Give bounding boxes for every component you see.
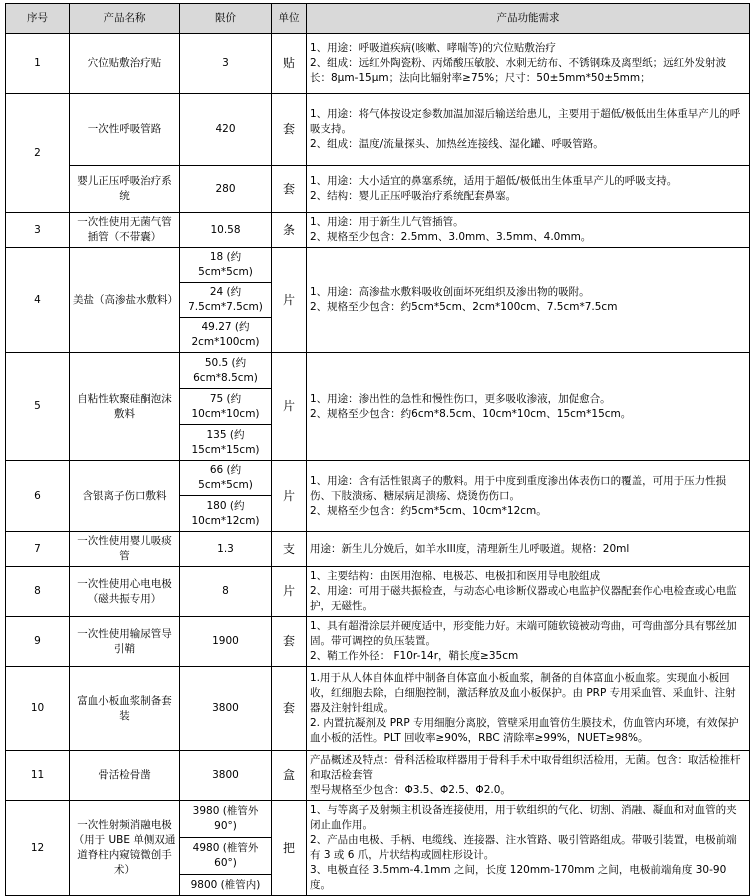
row-price: 3 bbox=[180, 34, 272, 94]
requirement-line: 3、电极直径 3.5mm-4.1mm 之间，长度 120mm-170mm 之间，电极前端角度 30-90 度。 bbox=[310, 864, 727, 891]
row-requirement bbox=[307, 801, 750, 896]
row-price: 18 (约5cm*5cm) bbox=[180, 248, 272, 283]
row-price: 3800 bbox=[180, 751, 272, 801]
row-requirement bbox=[307, 461, 750, 532]
row-requirement bbox=[307, 166, 750, 213]
row-price: 4980 (椎管外 60°) bbox=[180, 838, 272, 875]
row-unit: 套 bbox=[272, 94, 307, 166]
requirement-line: 1、用途：渗出性的急性和慢性伤口，更多吸收渗液，加促愈合。 bbox=[310, 392, 611, 405]
requirement-line: 1、用途：呼吸道疾病(咳嗽、哮喘等)的穴位贴敷治疗 bbox=[310, 42, 556, 54]
row-price: 135 (约15cm*15cm) bbox=[180, 425, 272, 461]
row-no: 1 bbox=[6, 34, 70, 94]
row-price: 180 (约10cm*12cm) bbox=[180, 496, 272, 532]
row-requirement bbox=[307, 667, 750, 751]
row-no: 9 bbox=[6, 617, 70, 667]
table-row bbox=[6, 353, 750, 389]
row-requirement bbox=[307, 751, 750, 801]
table-row bbox=[6, 801, 750, 838]
row-unit: 盒 bbox=[272, 751, 307, 801]
table-row bbox=[6, 461, 750, 496]
requirement-line: 1、用途：含有活性银离子的敷料。用于中度到重度渗出体表伤口的覆盖，可用于压力性损伤、下肢溃疡、糖尿病足溃疡、烧烫伤伤口。 bbox=[310, 474, 727, 502]
table-row bbox=[6, 166, 750, 213]
table-row bbox=[6, 34, 750, 94]
row-name: 一次性射频消融电极（用于 UBE 单侧双通道脊柱内窥镜微创手术） bbox=[70, 801, 180, 896]
requirement-line: 型号规格至少包含：Φ3.5、Φ2.5、Φ2.0。 bbox=[310, 784, 511, 796]
row-no: 10 bbox=[6, 667, 70, 751]
header-price: 限价 bbox=[180, 4, 272, 34]
row-price: 75 (约10cm*10cm) bbox=[180, 389, 272, 425]
requirement-line: 1、用途：用于新生儿气管插管。 bbox=[310, 216, 464, 228]
requirement-line: 1.用于从人体自体血样中制备自体富血小板血浆，制备的自体富血小板血浆。实现血小板回收，红细胞去除，白细胞控制，激活释放及血小板保护。由 PRP 专用采血管、采血针、注射器及注射针组成。 bbox=[310, 672, 736, 714]
row-no: 11 bbox=[6, 751, 70, 801]
requirement-line: 2、产品由电极、手柄、电缆线、连接器、注水管路、吸引管路组成。带吸引装置，电极前端有 3 或 6 爪，片状结构或圆柱形设计。 bbox=[310, 834, 737, 861]
row-requirement bbox=[307, 567, 750, 617]
row-unit: 片 bbox=[272, 461, 307, 532]
row-price: 8 bbox=[180, 567, 272, 617]
row-no: 8 bbox=[6, 567, 70, 617]
table-row bbox=[6, 532, 750, 567]
row-no: 6 bbox=[6, 461, 70, 532]
requirement-line: 1、具有超滑涂层并硬度适中，形变能力好。末端可随软镜被动弯曲，可弯曲部分具有鄂丝加固。带可调控的负压装置。 bbox=[310, 620, 737, 647]
row-unit: 把 bbox=[272, 801, 307, 896]
requirement-line: 1、与等离子及射频主机设备连接使用，用于软组织的气化、切割、消融、凝血和对血管的夹闭止血作用。 bbox=[310, 804, 737, 831]
row-name: 一次性使用心电电极（磁共振专用） bbox=[70, 567, 180, 617]
row-name: 一次性使用输尿管导引鞘 bbox=[70, 617, 180, 667]
requirement-line: 2、规格至少包含：约5cm*5cm、2cm*100cm、7.5cm*7.5cm bbox=[310, 301, 618, 313]
row-price: 10.58 bbox=[180, 213, 272, 248]
row-requirement bbox=[307, 353, 750, 461]
row-requirement bbox=[307, 248, 750, 353]
row-name: 一次性使用婴儿吸痰管 bbox=[70, 532, 180, 567]
row-requirement bbox=[307, 213, 750, 248]
table-row bbox=[6, 213, 750, 248]
table-row bbox=[6, 248, 750, 283]
requirement-line: 2、组成：温度/流量探头、加热丝连接线、湿化罐、呼吸管路。 bbox=[310, 138, 604, 150]
row-requirement bbox=[307, 34, 750, 94]
requirement-line: 2、规格至少包含：2.5mm、3.0mm、3.5mm、4.0mm。 bbox=[310, 231, 592, 243]
requirement-line: 2、用途：可用于磁共振检查，与动态心电诊断仪器或心电监护仪器配套作心电检查或心电监护，无磁性。 bbox=[310, 585, 737, 612]
table-row bbox=[6, 751, 750, 801]
requirement-line: 产品概述及特点：骨科活检取样器用于骨科手术中取骨组织活检用，无菌。包含：取活检推杆和取活检套管 bbox=[310, 754, 741, 781]
requirement-line: 2、结构：婴儿正压呼吸治疗系统配套鼻塞。 bbox=[310, 190, 517, 202]
table-row bbox=[6, 94, 750, 166]
requirement-line: 2. 内置抗凝剂及 PRP 专用细胞分离胶，管壁采用血管仿生膜技术，仿血管内环境，有效保护血小板的活性。PLT 回收率≥90%，RBC 清除率≥99%，NUET≥98%。 bbox=[310, 717, 739, 744]
requirement-line: 2、鞘工作外径： F10r-14r，鞘长度≥35cm bbox=[310, 650, 519, 662]
row-price: 1900 bbox=[180, 617, 272, 667]
row-no: 3 bbox=[6, 213, 70, 248]
row-no: 12 bbox=[6, 801, 70, 896]
table-row bbox=[6, 667, 750, 751]
row-name: 骨活检骨凿 bbox=[70, 751, 180, 801]
row-name: 婴儿正压呼吸治疗系统 bbox=[70, 166, 180, 213]
row-name: 美盐（高渗盐水敷料） bbox=[70, 248, 180, 353]
row-price: 66 (约5cm*5cm) bbox=[180, 461, 272, 496]
row-price: 9800 (椎管内) bbox=[180, 875, 272, 896]
row-requirement bbox=[307, 94, 750, 166]
row-requirement bbox=[307, 617, 750, 667]
requirement-line: 2、组成：远红外陶瓷粉、丙烯酸压敏胶、水刺无纺布、不锈钢珠及离型纸；远红外发射波长：8μm-15μm；法向比辐射率≥75%；尺寸：50±5mm*50±5mm； bbox=[310, 57, 727, 84]
header-name: 产品名称 bbox=[70, 4, 180, 34]
row-price: 50.5 (约6cm*8.5cm) bbox=[180, 353, 272, 389]
header-unit: 单位 bbox=[272, 4, 307, 34]
table-row bbox=[6, 617, 750, 667]
requirement-line: 用途：新生儿分娩后，如羊水III度，清理新生儿呼吸道。规格：20ml bbox=[310, 542, 630, 555]
requirement-line: 1、用途：高渗盐水敷料吸收创面坏死组织及渗出物的吸附。 bbox=[310, 286, 590, 298]
row-unit: 贴 bbox=[272, 34, 307, 94]
product-requirements-table bbox=[5, 3, 750, 896]
row-price: 1.3 bbox=[180, 532, 272, 567]
row-no: 7 bbox=[6, 532, 70, 567]
row-unit: 片 bbox=[272, 353, 307, 461]
row-name: 一次性呼吸管路 bbox=[70, 94, 180, 166]
requirement-line: 1、用途：大小适宜的鼻塞系统，适用于超低/极低出生体重早产儿的呼吸支持。 bbox=[310, 175, 678, 187]
row-name: 穴位贴敷治疗贴 bbox=[70, 34, 180, 94]
row-name: 富血小板血浆制备套装 bbox=[70, 667, 180, 751]
row-price: 3800 bbox=[180, 667, 272, 751]
row-unit: 片 bbox=[272, 248, 307, 353]
row-unit: 套 bbox=[272, 617, 307, 667]
row-price: 24 (约7.5cm*7.5cm) bbox=[180, 283, 272, 318]
row-unit: 套 bbox=[272, 667, 307, 751]
row-name: 自粘性软聚硅酮泡沫敷料 bbox=[70, 353, 180, 461]
row-unit: 套 bbox=[272, 166, 307, 213]
table-header-row bbox=[6, 4, 750, 34]
table-row bbox=[6, 567, 750, 617]
row-unit: 片 bbox=[272, 567, 307, 617]
requirement-line: 1、用途：将气体按设定参数加温加湿后输送给患儿，主要用于超低/极低出生体重早产儿的呼吸支持。 bbox=[310, 108, 741, 135]
row-unit: 条 bbox=[272, 213, 307, 248]
row-name: 一次性使用无菌气管插管（不带囊） bbox=[70, 213, 180, 248]
row-unit: 支 bbox=[272, 532, 307, 567]
row-price: 420 bbox=[180, 94, 272, 166]
requirement-line: 1、主要结构：由医用泡棉、电极芯、电极扣和医用导电胶组成 bbox=[310, 570, 601, 582]
row-price: 280 bbox=[180, 166, 272, 213]
row-name: 含银离子伤口敷料 bbox=[70, 461, 180, 532]
requirement-line: 2、规格至少包含：约6cm*8.5cm、10cm*10cm、15cm*15cm。 bbox=[310, 407, 632, 420]
row-no: 2 bbox=[6, 94, 70, 213]
row-no: 4 bbox=[6, 248, 70, 353]
row-price: 49.27 (约2cm*100cm) bbox=[180, 318, 272, 353]
header-requirement: 产品功能需求 bbox=[307, 4, 750, 34]
row-requirement bbox=[307, 532, 750, 567]
requirement-line: 2、规格至少包含：约5cm*5cm、10cm*12cm。 bbox=[310, 504, 547, 517]
row-no: 5 bbox=[6, 353, 70, 461]
header-no: 序号 bbox=[6, 4, 70, 34]
row-price: 3980 (椎管外 90°) bbox=[180, 801, 272, 838]
